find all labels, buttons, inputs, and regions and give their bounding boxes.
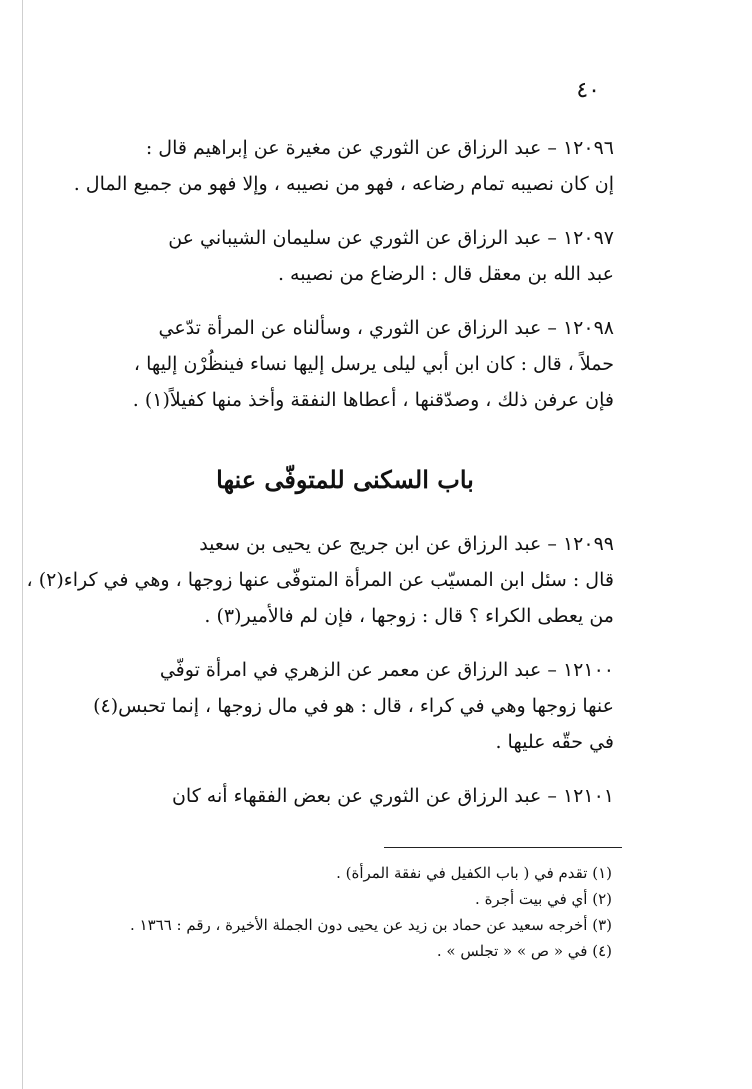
footnote-1: (١) تقدم في ( باب الكفيل في نفقة المرأة) . xyxy=(336,864,612,882)
text-line: إن كان نصيبه تمام رضاعه ، فهو من نصيبه ، وإلا فهو من جميع المال . xyxy=(73,173,614,195)
page-edge-line xyxy=(22,0,23,1089)
text-line: من يعطى الكراء ؟ قال : زوجها ، فإن لم فالأمير(٣) . xyxy=(204,605,614,627)
text-line: ١٢٠٩٧ – عبد الرزاق عن الثوري عن سليمان الشيباني عن xyxy=(168,227,614,249)
text-line: حملاً ، قال : كان ابن أبي ليلى يرسل إليها نساء فينظُرْن إليها ، xyxy=(133,353,614,375)
footnotes xyxy=(96,860,612,964)
paragraph-12096 xyxy=(73,130,614,202)
footnote-separator xyxy=(384,847,622,848)
text-line: ١٢١٠٠ – عبد الرزاق عن معمر عن الزهري في امرأة توفّي xyxy=(159,659,614,681)
text-line: ١٢١٠١ – عبد الرزاق عن الثوري عن بعض الفقهاء أنه كان xyxy=(171,785,614,807)
footnote-3: (٣) أخرجه سعيد عن حماد بن زيد عن يحيى دون الجملة الأخيرة ، رقم : ١٣٦٦ . xyxy=(129,916,612,934)
paragraph-12099 xyxy=(26,526,614,634)
text-line: ١٢٠٩٨ – عبد الرزاق عن الثوري ، وسألناه عن المرأة تدّعي xyxy=(158,317,614,339)
text-line: في حقّه عليها . xyxy=(495,731,614,753)
text-line: ١٢٠٩٦ – عبد الرزاق عن الثوري عن مغيرة عن إبراهيم قال : xyxy=(145,137,614,159)
paragraph-12100 xyxy=(76,652,614,760)
footnote-2: (٢) أي في بيت أجرة . xyxy=(475,890,612,908)
main-text xyxy=(26,130,614,832)
paragraph-12098 xyxy=(76,310,614,418)
text-line: ١٢٠٩٩ – عبد الرزاق عن ابن جريج عن يحيى بن سعيد xyxy=(199,533,614,555)
text-line: قال : سئل ابن المسيّب عن المرأة المتوفّى عنها زوجها ، وهي في كراء(٢) ، xyxy=(26,569,614,591)
page-number: ٤٠ xyxy=(576,78,600,103)
text-line: عبد الله بن معقل قال : الرضاع من نصيبه . xyxy=(277,263,614,285)
paragraph-12097 xyxy=(76,220,614,292)
paragraph-12101 xyxy=(76,778,614,814)
text-line: عنها زوجها وهي في كراء ، قال : هو في مال زوجها ، إنما تحبس(٤) xyxy=(93,695,614,717)
section-heading: باب السكنى للمتوفّى عنها xyxy=(216,465,474,494)
text-line: فإن عرفن ذلك ، وصدّقنها ، أعطاها النفقة وأخذ منها كفيلاً(١) . xyxy=(132,389,614,411)
footnote-4: (٤) في « ص » « تجلس » . xyxy=(436,942,612,960)
